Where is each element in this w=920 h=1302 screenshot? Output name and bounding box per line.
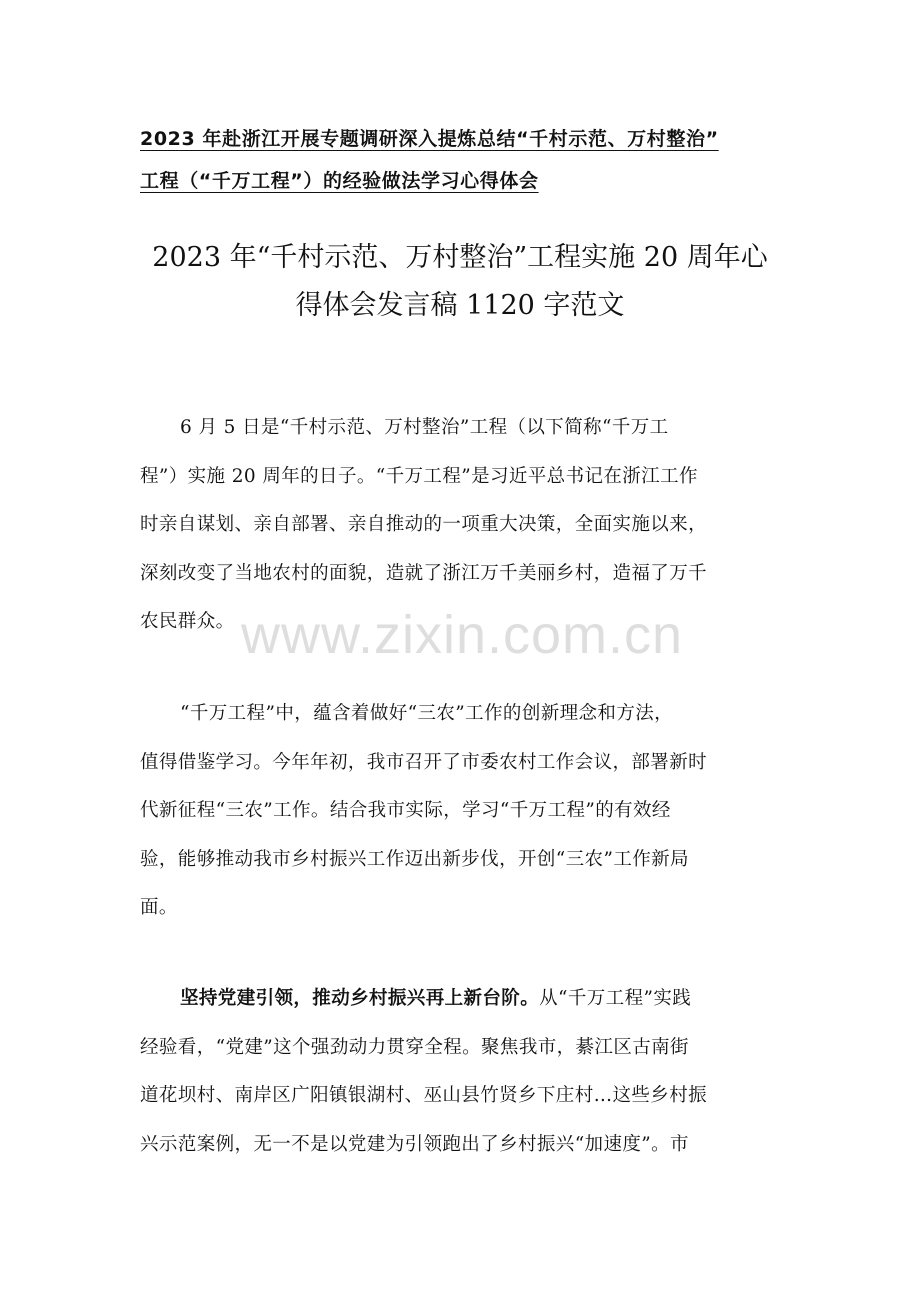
paragraph-1-line-5: 农民群众。 bbox=[140, 611, 235, 632]
paragraph-3-line-4: 兴示范案例，无一不是以党建为引领跑出了乡村振兴“加速度”。市 bbox=[140, 1133, 689, 1155]
paragraph-2-line-2: 值得借鉴学习。今年年初，我市召开了市委农村工作会议，部署新时 bbox=[140, 751, 708, 773]
paragraph-3-line-1 bbox=[140, 975, 800, 1024]
heading-line-1: 2023 年赴浙江开展专题调研深入提炼总结“千村示范、万村整治” bbox=[140, 128, 719, 150]
paragraph-2-line-4: 验，能够推动我市乡村振兴工作迈出新步伐，开创“三农”工作新局 bbox=[140, 848, 689, 870]
paragraph-1-line-3: 时亲自谋划、亲自部署、亲自推动的一项重大决策，全面实施以来， bbox=[140, 514, 708, 535]
title-line-2: 得体会发言稿 1120 字范文 bbox=[295, 290, 625, 321]
title-line-1: 2023 年“千村示范、万村整治”工程实施 20 周年心 bbox=[152, 242, 768, 273]
paragraph-2-line-1: “千万工程”中，蕴含着做好“三农”工作的创新理念和方法， bbox=[180, 703, 674, 724]
watermark: www.zixin.com.cn bbox=[240, 605, 684, 665]
paragraph-3 bbox=[140, 975, 800, 1169]
paragraph-1-line-1: 6 月 5 日是“千村示范、万村整治”工程（以下简称“千万工 bbox=[180, 417, 669, 438]
paragraph-2 bbox=[140, 690, 800, 933]
paragraph-3-lead: 坚持党建引领，推动乡村振兴再上新台阶。 bbox=[180, 988, 540, 1009]
paragraph-3-line-2: 经验看，“党建”这个强劲动力贯穿全程。聚焦我市，綦江区古南街 bbox=[140, 1036, 689, 1058]
paragraph-1-line-4: 深刻改变了当地农村的面貌，造就了浙江万千美丽乡村，造福了万千 bbox=[140, 562, 708, 584]
paragraph-3-line-3: 道花坝村、南岸区广阳镇银湖村、巫山县竹贤乡下庄村…这些乡村振 bbox=[140, 1085, 708, 1106]
paragraph-1-line-2: 程”）实施 20 周年的日子。“千万工程”是习近平总书记在浙江工作 bbox=[140, 465, 698, 487]
heading-line-2: 工程（“千万工程”）的经验做法学习心得体会 bbox=[140, 170, 539, 192]
document-heading bbox=[140, 118, 790, 202]
paragraph-2-line-3: 代新征程“三农”工作。结合我市实际，学习“千万工程”的有效经 bbox=[140, 800, 671, 821]
document-title bbox=[110, 234, 810, 330]
paragraph-2-line-5: 面。 bbox=[140, 897, 178, 918]
paragraph-3-line-1-text: 从“千万工程”实践 bbox=[539, 988, 692, 1009]
